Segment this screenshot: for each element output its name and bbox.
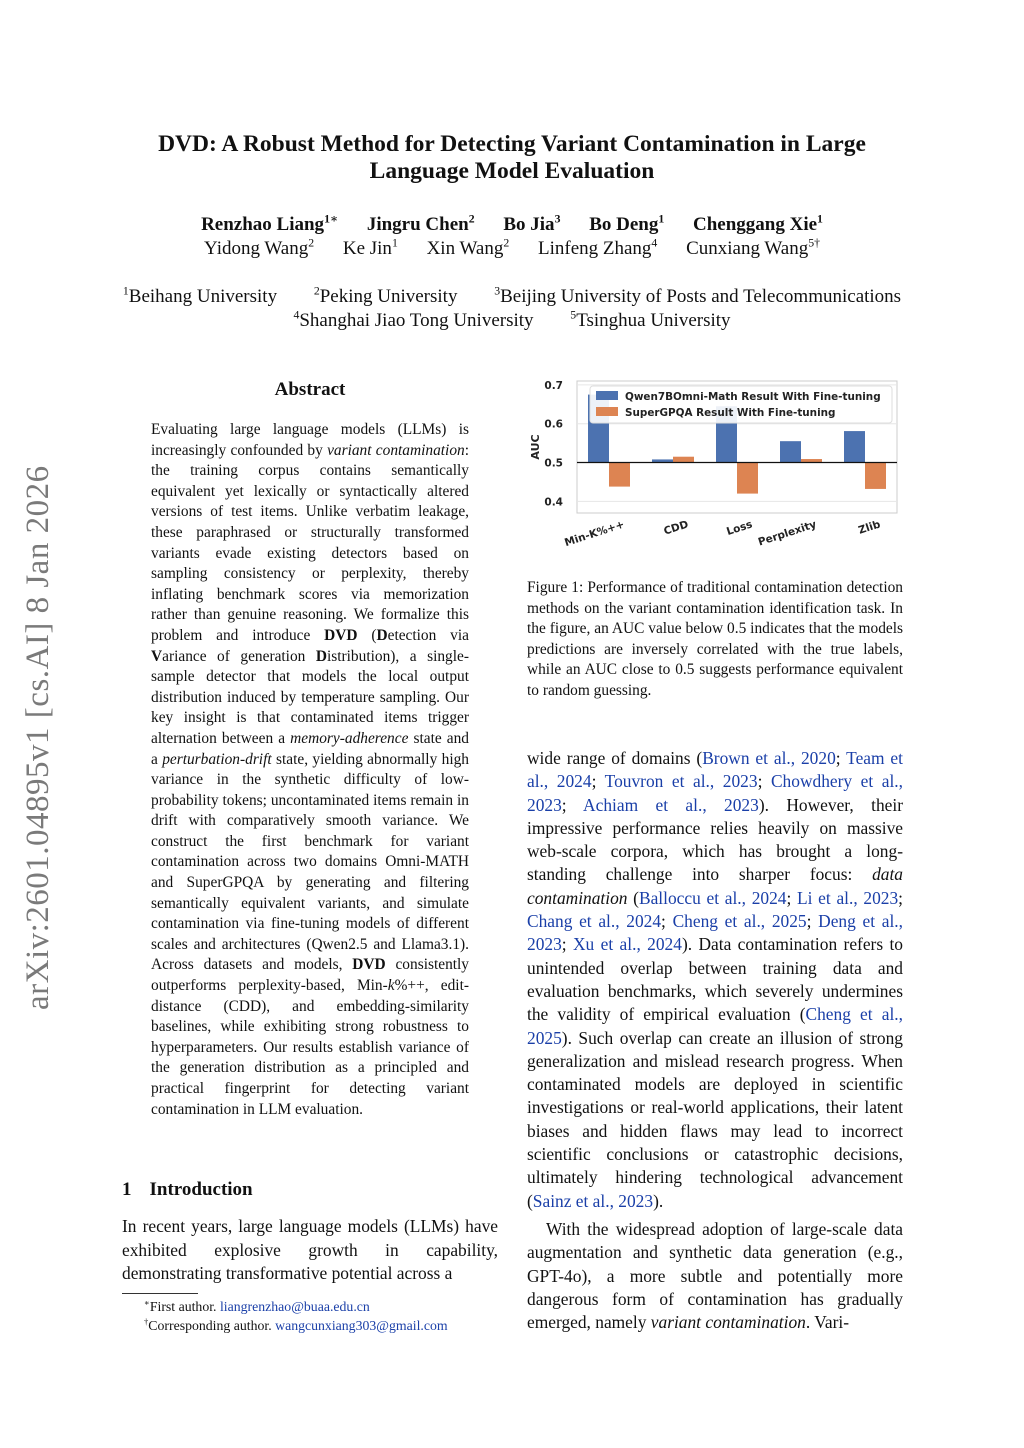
author: Xin Wang$^2$ bbox=[426, 236, 510, 259]
citation-link[interactable]: Deng et al., 2023 bbox=[527, 911, 903, 955]
arxiv-stamp: arXiv:2601.04895v1 [cs.AI] 8 Jan 2026 bbox=[20, 465, 56, 1010]
affiliation: $^2$Peking University bbox=[313, 284, 458, 307]
email-link[interactable]: wangcunxiang303@gmail.com bbox=[275, 1318, 448, 1333]
y-tick-label: 0.6 bbox=[544, 418, 563, 431]
affiliation: $^5$Tsinghua University bbox=[570, 308, 731, 331]
x-tick-label: Zlib bbox=[856, 518, 882, 537]
bar bbox=[609, 463, 630, 487]
right-column-text bbox=[527, 747, 903, 1334]
affiliations-row-2 bbox=[60, 310, 964, 332]
citation-link[interactable]: Chang et al., 2024 bbox=[527, 911, 662, 932]
x-tick-label: Perplexity bbox=[756, 518, 818, 549]
legend-label: SuperGPQA Result With Fine-tuning bbox=[625, 407, 836, 419]
citation-link[interactable]: Xu et al., 2024 bbox=[573, 934, 682, 955]
bar bbox=[844, 431, 865, 462]
email-link[interactable]: liangrenzhao@buaa.edu.cn bbox=[219, 1299, 370, 1314]
intro-paragraph: In recent years, large language models (LLMs) have exhibited explosive growth in capability, demonstrating transformative potential across a bbox=[122, 1216, 498, 1283]
paragraph: wide range of domains (Brown et al., 2020; Team et al., 2024; Touvron et al., 2023; Chowdhery et al., 2023; Achiam et al., 2023). However, their impressive performance relies heavily on massive web-scale corpora, which has brought a long-standing challenge into sharper focus: data contamination (Balloccu et al., 2024; Li et al., 2023; Chang et al., 2024; Cheng et al., 2025; Deng et al., 2023; Xu et al., 2024). Data contamination refers to unintended overlap between training data and evaluation benchmarks, which severely undermines the validity of empirical evaluation (Cheng et al., 2025). Such overlap can create an illusion of strong generalization and mislead research progress. When contaminated models are deployed in scientific investigations or real-world applications, their latent biases and hidden flaws may lead to incorrect scientific conclusions or catastrophic decisions, ultimately hindering technological advancement (Sainz et al., 2023). bbox=[527, 748, 904, 1211]
citation-link[interactable]: Balloccu et al., 2024 bbox=[638, 887, 787, 908]
citation-link[interactable]: Achiam et al., 2023 bbox=[583, 794, 759, 815]
abstract-body: Evaluating large language models (LLMs) is increasingly confounded by variant contamination: the training corpus contains semantically equivalent yet lexically or syntactically altered versions of test items. Unlike verbatim leakage, these paraphrased or structurally transformed variants evade existing detectors based on sampling consistency or perplexity, thereby inflating benchmark scores via memorization rather than genuine reasoning. We formalize this problem and introduce DVD (Detection via Variance of generation Distribution), a single-sample detector that models the local output distribution induced by temperature sampling. Our key insight is that contaminated items trigger alternation between a memory-adherence state and a perturbation-drift state, yielding abnormally high variance in the synthetic difficulty of low-probability tokens; uncontaminated items remain in drift with comparatively smooth variance. We construct the first benchmark for variant contamination across two domains Omni-MATH and SuperGPQA by generating and filtering semantically equivalent variants, and simulate contamination via fine-tuning models of different scales and architectures (Qwen2.5 and Llama3.1). Across datasets and models, DVD consistently outperforms perplexity-based, Min-k%++, edit-distance (CDD), and embedding-similarity baselines, while exhibiting strong robustness to hyperparameters. Our results establish variance of the generation distribution as a principled and practical fingerprint for detecting variant contamination in LLM evaluation. bbox=[151, 421, 470, 1118]
legend-swatch bbox=[596, 391, 618, 400]
figure-caption: Figure 1: Performance of traditional contamination detection methods on the variant contamination identification task. In the figure, an AUC value below 0.5 indicates that the models predictions are inversely correlated with the true labels, while an AUC close to 0.5 suggests performance equivalent to random guessing. bbox=[527, 579, 903, 699]
y-tick-label: 0.4 bbox=[544, 496, 563, 509]
y-tick-label: 0.7 bbox=[544, 379, 563, 392]
citation-link[interactable]: Team et al., 2024 bbox=[527, 748, 903, 792]
author: Cunxiang Wang$^{5\dagger}$ bbox=[686, 236, 820, 259]
citation-link[interactable]: Chowdhery et al., 2023 bbox=[527, 771, 903, 815]
author: Bo Deng$^1$ bbox=[589, 212, 665, 235]
y-axis-label: AUC bbox=[529, 434, 542, 460]
footnote-corresponding-author: †Corresponding author. wangcunxiang303@gmail.com bbox=[144, 1316, 448, 1333]
affiliation: $^1$Beihang University bbox=[122, 284, 278, 307]
title-line-2: Language Model Evaluation bbox=[369, 158, 655, 184]
x-tick-label: Loss bbox=[725, 518, 754, 539]
bar bbox=[673, 457, 694, 463]
figure-1-chart bbox=[520, 375, 910, 565]
section-heading: 1 Introduction bbox=[122, 1179, 253, 1200]
y-tick-label: 0.5 bbox=[544, 457, 563, 470]
bar bbox=[737, 463, 758, 494]
bar bbox=[865, 463, 886, 489]
author: Yidong Wang$^2$ bbox=[204, 236, 315, 259]
affiliations-row-1 bbox=[60, 286, 964, 308]
paragraph: With the widespread adoption of large-scale data augmentation and synthetic data generation (e.g., GPT-4o), a more subtle and potentially more dangerous form of contamination has gradually emerged, namely variant contamination. Vari- bbox=[527, 1218, 903, 1333]
x-tick-label: Min-K%++ bbox=[563, 518, 626, 550]
footnotes bbox=[144, 1297, 448, 1335]
author: Jingru Chen$^2$ bbox=[366, 212, 475, 235]
author: Ke Jin$^1$ bbox=[342, 236, 398, 259]
title-line-1: DVD: A Robust Method for Detecting Variant Contamination in Large bbox=[158, 131, 866, 157]
footnote-first-author: ∗First author. liangrenzhao@buaa.edu.cn bbox=[144, 1297, 370, 1314]
authors-row-1 bbox=[100, 214, 924, 236]
bar bbox=[780, 441, 801, 462]
affiliation: $^4$Shanghai Jiao Tong University bbox=[293, 308, 534, 331]
citation-link[interactable]: Brown et al., 2020 bbox=[702, 748, 836, 768]
legend-swatch bbox=[596, 407, 618, 416]
author: Renzhao Liang$^{1∗}$ bbox=[201, 212, 339, 235]
author: Linfeng Zhang$^4$ bbox=[537, 236, 658, 259]
citation-link[interactable]: Cheng et al., 2025 bbox=[527, 1004, 903, 1048]
citation-link[interactable]: Touvron et al., 2023 bbox=[604, 771, 758, 792]
footnote-rule bbox=[122, 1293, 198, 1294]
x-tick-label: CDD bbox=[662, 518, 690, 538]
citation-link[interactable]: Cheng et al., 2025 bbox=[672, 911, 807, 932]
paper-title bbox=[100, 131, 924, 185]
legend-label: Qwen7BOmni-Math Result With Fine-tuning bbox=[625, 391, 881, 403]
citation-link[interactable]: Sainz et al., 2023 bbox=[532, 1190, 654, 1211]
authors-row-2 bbox=[100, 238, 924, 260]
author: Bo Jia$^3$ bbox=[503, 212, 561, 235]
abstract-heading: Abstract bbox=[274, 379, 346, 400]
author: Chenggang Xie$^1$ bbox=[693, 212, 823, 235]
citation-link[interactable]: Li et al., 2023 bbox=[797, 887, 899, 908]
affiliation: $^3$Beijing University of Posts and Telecommunications bbox=[494, 284, 902, 307]
